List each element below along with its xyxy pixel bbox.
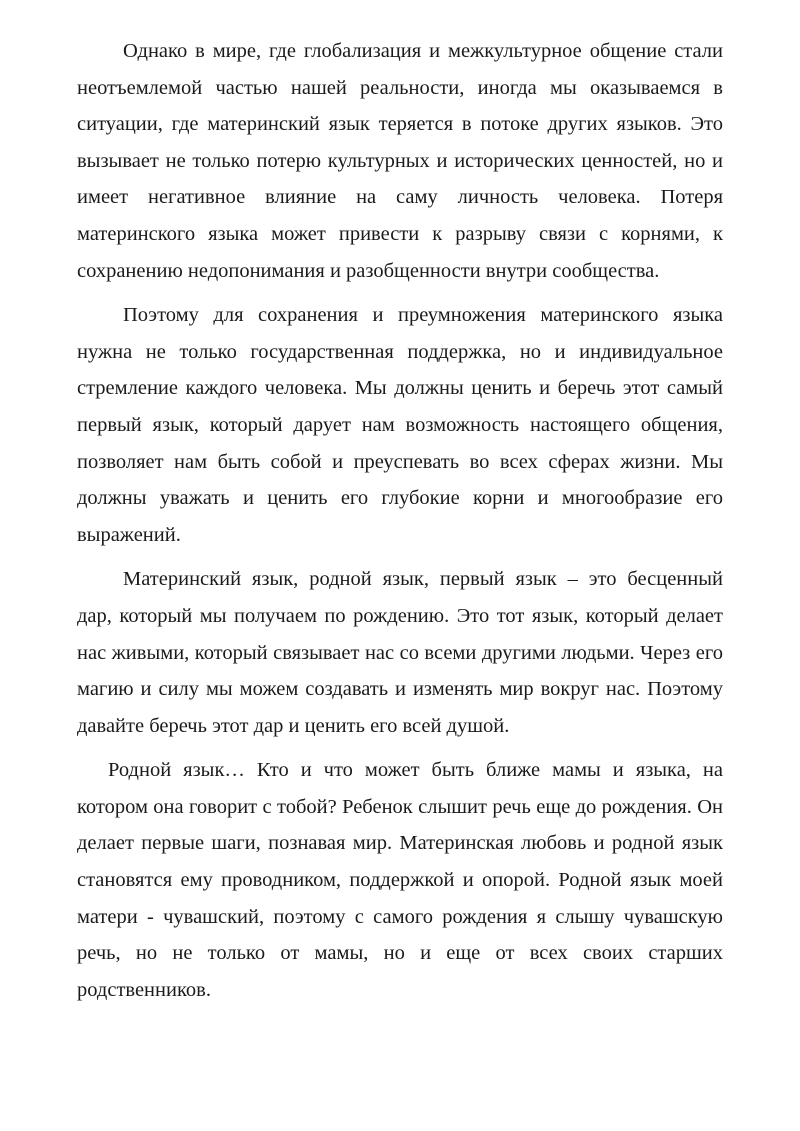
- paragraph-line: Поэтому для сохранения и преумножения материнского языка: [123, 304, 723, 327]
- paragraph-line: Материнский язык, родной язык, первый язык – это бесценный: [123, 568, 723, 591]
- paragraph-line: должны уважать и ценить его глубокие корни и многообразие его: [77, 487, 723, 510]
- paragraph-line: нас живыми, который связывает нас со всеми другими людьми. Через его: [77, 641, 723, 664]
- paragraph-line: имеет негативное влияние на саму личность человека. Потеря: [77, 186, 723, 209]
- paragraph-line: дар, который мы получаем по рождению. Это тот язык, который делает: [77, 604, 723, 627]
- document-body: [77, 33, 723, 1008]
- paragraph-line: первый язык, который дарует нам возможность настоящего общения,: [77, 413, 723, 436]
- paragraph-line: речь, но не только от мамы, но и еще от всех своих старших: [77, 942, 723, 965]
- paragraph-line: ситуации, где материнский язык теряется в потоке других языков. Это: [77, 113, 723, 136]
- paragraph-3: [77, 561, 723, 744]
- paragraph-line: сохранению недопонимания и разобщенности внутри сообщества.: [77, 259, 660, 282]
- paragraph-line: родственников.: [77, 978, 211, 1001]
- paragraph-4: [77, 752, 723, 1008]
- paragraph-line: выражений.: [77, 523, 181, 546]
- paragraph-line: делает первые шаги, познавая мир. Материнская любовь и родной язык: [77, 832, 723, 855]
- paragraph-line: Родной язык… Кто и что может быть ближе мамы и языка, на: [108, 759, 723, 782]
- paragraph-line: становятся ему проводником, поддержкой и опорой. Родной язык моей: [77, 869, 723, 892]
- paragraph-line: нужна не только государственная поддержка, но и индивидуальное: [77, 340, 723, 363]
- paragraph-line: магию и силу мы можем создавать и изменять мир вокруг нас. Поэтому: [77, 678, 723, 701]
- paragraph-line: неотъемлемой частью нашей реальности, иногда мы оказываемся в: [77, 76, 723, 99]
- paragraph-line: стремление каждого человека. Мы должны ценить и беречь этот самый: [77, 377, 723, 400]
- paragraph-line: Однако в мире, где глобализация и межкультурное общение стали: [123, 40, 723, 62]
- paragraph-line: материнского языка может привести к разрыву связи с корнями, к: [77, 222, 723, 245]
- paragraph-line: матери - чувашский, поэтому с самого рождения я слышу чувашскую: [77, 905, 723, 928]
- paragraph-line: вызывает не только потерю культурных и исторических ценностей, но и: [77, 149, 723, 172]
- paragraph-line: котором она говорит с тобой? Ребенок слышит речь еще до рождения. Он: [77, 795, 723, 818]
- paragraph-line: позволяет нам быть собой и преуспевать во всех сферах жизни. Мы: [77, 450, 723, 473]
- paragraph-2: [77, 297, 723, 553]
- paragraph-line: давайте беречь этот дар и ценить его всей душой.: [77, 714, 510, 737]
- paragraph-1: [77, 33, 723, 289]
